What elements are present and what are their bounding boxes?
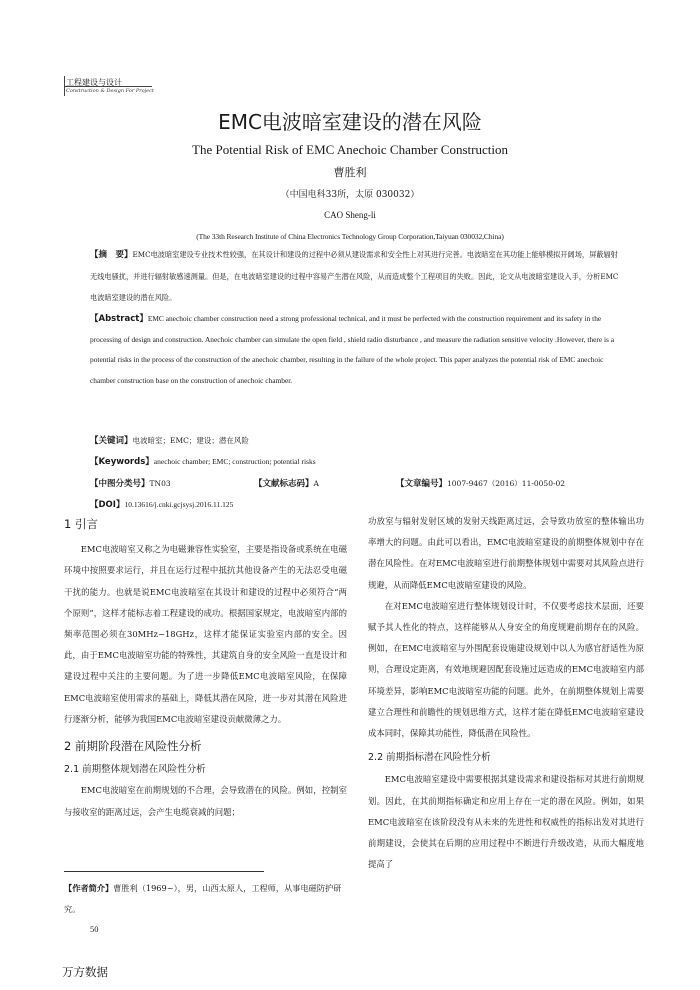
article-number-label: 【文章编号】 — [396, 479, 448, 489]
keywords-cn-text: 电波暗室；EMC；建设；潜在风险 — [132, 436, 249, 445]
section-2-1-heading: 2.1 前期整体规划潜在风险性分析 — [64, 764, 206, 776]
section-2-2-paragraph: EMC电波暗室建设中需要根据其建设需求和建设指标对其进行前期规划。因此，在其前期指标确定和应用上存在一定的潜在风险。例如，如果EMC电波暗室在该阶段没有从未来的先进性和权威性的指标出发对其进行前期建设，会使其在后期的应用过程中不断进行升级改造，从而大幅度地提高了 — [368, 774, 644, 870]
author-footnote — [64, 878, 347, 920]
doi-label: 【DOI】 — [90, 500, 125, 510]
left-column — [64, 514, 347, 823]
abstract-cn — [90, 244, 620, 308]
article-number-value: 1007-9467（2016）11-0050-02 — [447, 479, 566, 488]
document-code-label: 【文献标志码】 — [254, 479, 314, 489]
doi — [90, 498, 233, 510]
footnote-text: 曹胜利（1969~），男，山西太原人，工程师，从事电磁防护研究。 — [64, 883, 342, 914]
abstract-en-text: EMC anechoic chamber construction need a strong professional technical, and it must be perfected with the construction requirement and its safety in the processing of design and construction. Anechoic chamber can simulate the open field , shield radio disturbance , and measure the radiation sensitive velocity .However, there is a potential risks in the process of the construction of the anechoic chamber, resulting in the failure of the whole project. This paper analyzes the potential risk of EMC anechoic chamber construction base on the construction of anechoic chamber. — [90, 314, 615, 385]
classification-value: TN03 — [149, 479, 171, 488]
keywords-cn-label: 【关键词】 — [90, 436, 133, 446]
section-1-paragraph: EMC电波暗室又称之为电磁兼容性实验室，主要是指设备或系统在电磁环境中按照要求运行，并且在运行过程中抵抗其他设备产生的无法忍受电磁干扰的能力。也就是说EMC电波暗室在其设计和建设的过程中必须符合“两个原则”，这样才能标志着工程建设的成功。根据国家规定，电波暗室内部的频率范围必须在30MHz~18GHz，这样才能保证实验室内部的安全。因此，由于EMC电波暗室功能的特殊性，其建筑自身的安全风险一直是设计和建设过程中关注的主要问题。为了进一步降低EMC电波暗室风险，在保障EMC电波暗室使用需求的基础上，降低其潜在风险，进一步对其潜在风险进行逐渐分析，能够为我国EMC电波暗室建设贡献微薄之力。 — [64, 544, 347, 724]
author-en: CAO Sheng-li — [324, 210, 376, 220]
wanfang-watermark: 万方数据 — [62, 965, 108, 979]
abstract-cn-text: EMC电波暗室建设专业技术性较强，在其设计和建设的过程中必须从建设需求和安全性上对其进行完善。电波暗室在其功能上能够模拟开阔场，屏蔽辐射无线电骚扰，并进行辐射敏感速测量。但是，在电波暗室建设的过程中容易产生潜在风险，从而造成整个工程项目的失败。因此，论文从电波暗室建设入手，分析EMC电波暗室建设的潜在风险。 — [90, 250, 619, 302]
article-number — [396, 477, 565, 489]
footnote-rule — [64, 871, 264, 872]
doi-value: 10.13616/j.cnki.gcjsysj.2016.11.125 — [124, 500, 234, 509]
journal-section-cn: 工程建设与设计 — [66, 78, 122, 87]
section-2-1-paragraph-continued: 功放室与辐射发射区域的发射天线距离过远，会导致功放室的整体输出功率增大的问题。由此可以看出，EMC电波暗室建设的前期整体规划中存在潜在风险性。在对EMC电波暗室进行前期整体规划中需要对其风险点进行规避，从而降低EMC电波暗室建设的风险。 — [368, 516, 644, 590]
section-2-heading: 2 前期阶段潜在风险性分析 — [64, 739, 202, 754]
section-2-2-heading: 2.2 前期指标潜在风险性分析 — [368, 752, 491, 764]
affiliation-cn: （中国电科33所，太原 030032） — [280, 190, 420, 200]
section-1-heading: 1 引言 — [64, 517, 98, 531]
author-cn: 曹胜利 — [333, 166, 367, 179]
keywords-cn — [90, 434, 249, 446]
paper-title-cn: EMC电波暗室建设的潜在风险 — [218, 110, 482, 134]
abstract-en-label: 【Abstract】 — [90, 314, 148, 324]
right-column — [368, 511, 644, 875]
affiliation-en: (The 33th Research Institute of China Electronics Technology Group Corporation,Taiyuan 030032,China) — [196, 232, 504, 241]
keywords-en-text: anechoic chamber; EMC; construction; potential risks — [153, 457, 316, 466]
footnote-label: 【作者简介】 — [64, 883, 114, 893]
classification-number — [90, 477, 171, 489]
abstract-en — [90, 309, 620, 391]
section-2-1-paragraph-2: 在对EMC电波暗室进行整体规划设计时，不仅要考虑技术层面，还要赋予其人性化的特点，这样能够从人身安全的角度规避前期存在的风险。例如，在EMC电波暗室与外围配套设施建设规划中以人为感官舒适性为原则，合理设定距离，有效地规避因配套设施过远造成的EMC电波暗室内部环境差异，影响EMC电波暗室功能的问题。此外，在前期整体规划上需要建立合理性和前瞻性的规划思维方式，这样才能在降低EMC电波暗室建设成本同时，保障其功能性，降低潜在风险性。 — [368, 600, 644, 739]
document-code — [254, 477, 319, 489]
abstract-cn-label: 【摘 要】 — [90, 250, 133, 260]
journal-section-en: Construction & Design For Project — [66, 88, 154, 94]
document-code-value: A — [313, 479, 319, 488]
keywords-en-label: 【Keywords】 — [90, 457, 154, 467]
page-number: 50 — [90, 924, 99, 934]
paper-title-en: The Potential Risk of EMC Anechoic Chamber Construction — [192, 142, 508, 157]
section-2-1-paragraph-start: EMC电波暗室在前期规划的不合理，会导致潜在的风险。例如，控制室与接收室的距离过远，会产生电缆衰减的问题； — [64, 785, 347, 817]
classification-label: 【中图分类号】 — [90, 479, 150, 489]
keywords-en — [90, 455, 316, 467]
